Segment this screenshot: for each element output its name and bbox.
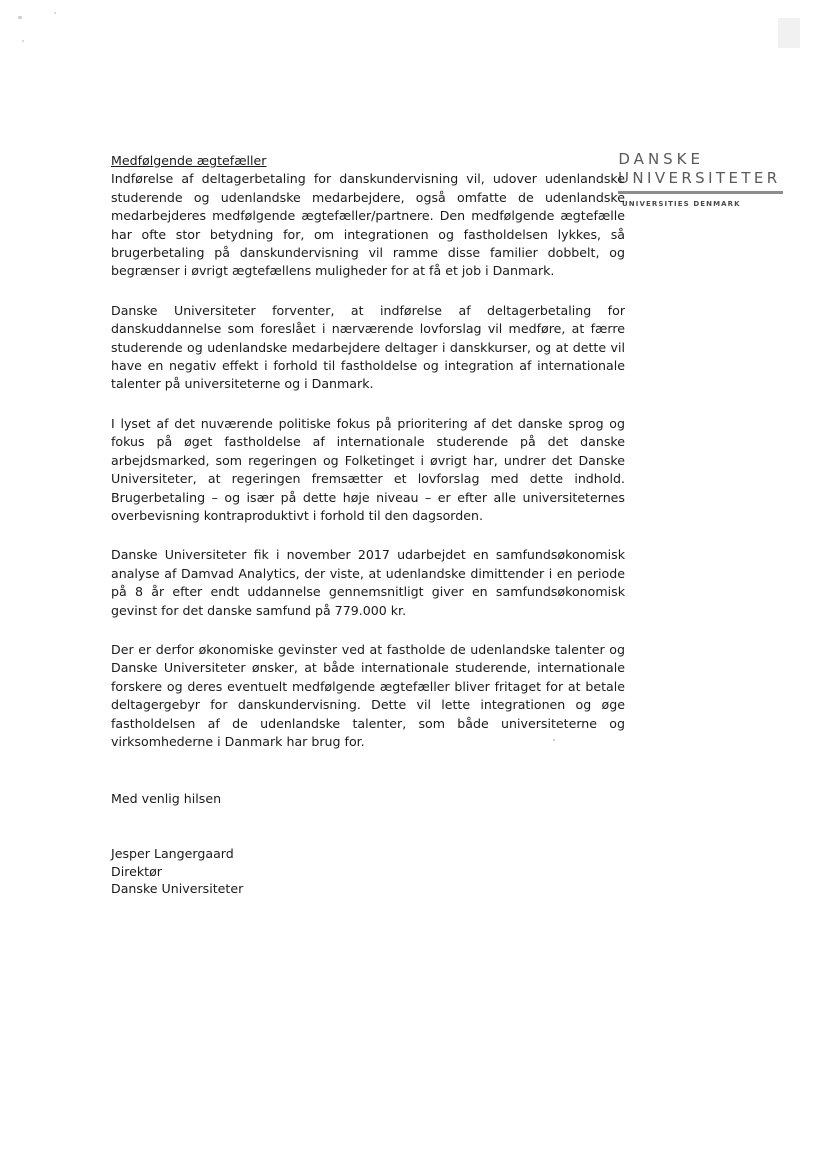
- paragraph-2: Danske Universiteter forventer, at indførelse af deltagerbetaling for danskuddannelse som foreslået i nærværende lovforslag vil medføre, at færre studerende og udenlandske medarbejdere deltager i danskkurser, og at dette vil have en negativ effekt i forhold til fastholdelse og integration af internationale talenter på universiteterne og i Danmark.: [111, 302, 625, 392]
- logo-text-danske: DANSKE: [618, 150, 704, 168]
- scan-speck: [22, 40, 24, 42]
- paragraph-1: Indførelse af deltagerbetaling for danskundervisning vil, udover udenlandske studerende og udenlandske medarbejdere, også omfatte de udenlandske medarbejderes medfølgende ægtefæller/partnere. Den medfølgende ægtefælle har ofte stor betydning for, om integrationen og fastholdelsen lykkes, så brugerbetaling på danskundervisning vil ramme disse familier dobbelt, og begrænser i øvrigt ægtefællens muligheder for at få et job i Danmark.: [111, 171, 625, 279]
- paragraph-3: I lyset af det nuværende politiske fokus på prioritering af det danske sprog og fokus på øget fastholdelse af internationale studerende på det danske arbejdsmarked, som regeringen og Folketinget i øvrigt har, undrer det Danske Universiteter, at regeringen fremsætter et lovforslag med dette indhold. Brugerbetaling – og især på dette høje niveau – er efter alle universiteternes overbevisning kontraproduktivt i forhold til den dagsorden.: [111, 415, 625, 523]
- scan-smudge: [778, 18, 800, 48]
- signer-name: Jesper Langergaard: [111, 846, 234, 861]
- paragraph-5: Der er derfor økonomiske gevinster ved at fastholde de udenlandske talenter og Danske Universiteter ønsker, at både internationale studerende, internationale forskere og deres eventuelt medfølgende ægtefæller bliver fritaget for at betale deltagergebyr for danskundervisning. Dette vil lette integrationen og øge fastholdelsen af de udenlandske talenter, som både universiteterne og virksomhederne i Danmark har brug for.: [111, 641, 625, 749]
- logo-text-universiteter: UNIVERSITETER: [618, 169, 781, 187]
- scan-speck: [54, 12, 56, 14]
- logo-divider: [618, 191, 783, 194]
- signature-block: [111, 845, 243, 898]
- signer-title: Direktør: [111, 863, 162, 879]
- paragraph-4: Danske Universiteter fik i november 2017 udarbejdet en samfundsøkonomisk analyse af Damvad Analytics, der viste, at udenlandske dimittender i en periode på 8 år efter endt uddannelse gennemsnitligt giver en samfundsøkonomisk gevinst for det danske samfund på 779.000 kr.: [111, 547, 625, 618]
- danske-universiteter-logo: [618, 150, 786, 208]
- closing-salutation: Med venlig hilsen: [111, 791, 222, 806]
- scan-speck: [18, 16, 22, 19]
- signer-organization: Danske Universiteter: [111, 881, 244, 896]
- letter-body: [111, 152, 625, 772]
- section-heading: Medfølgende ægtefæller: [111, 153, 267, 168]
- logo-text-universities-denmark: UNIVERSITIES DENMARK: [622, 200, 741, 208]
